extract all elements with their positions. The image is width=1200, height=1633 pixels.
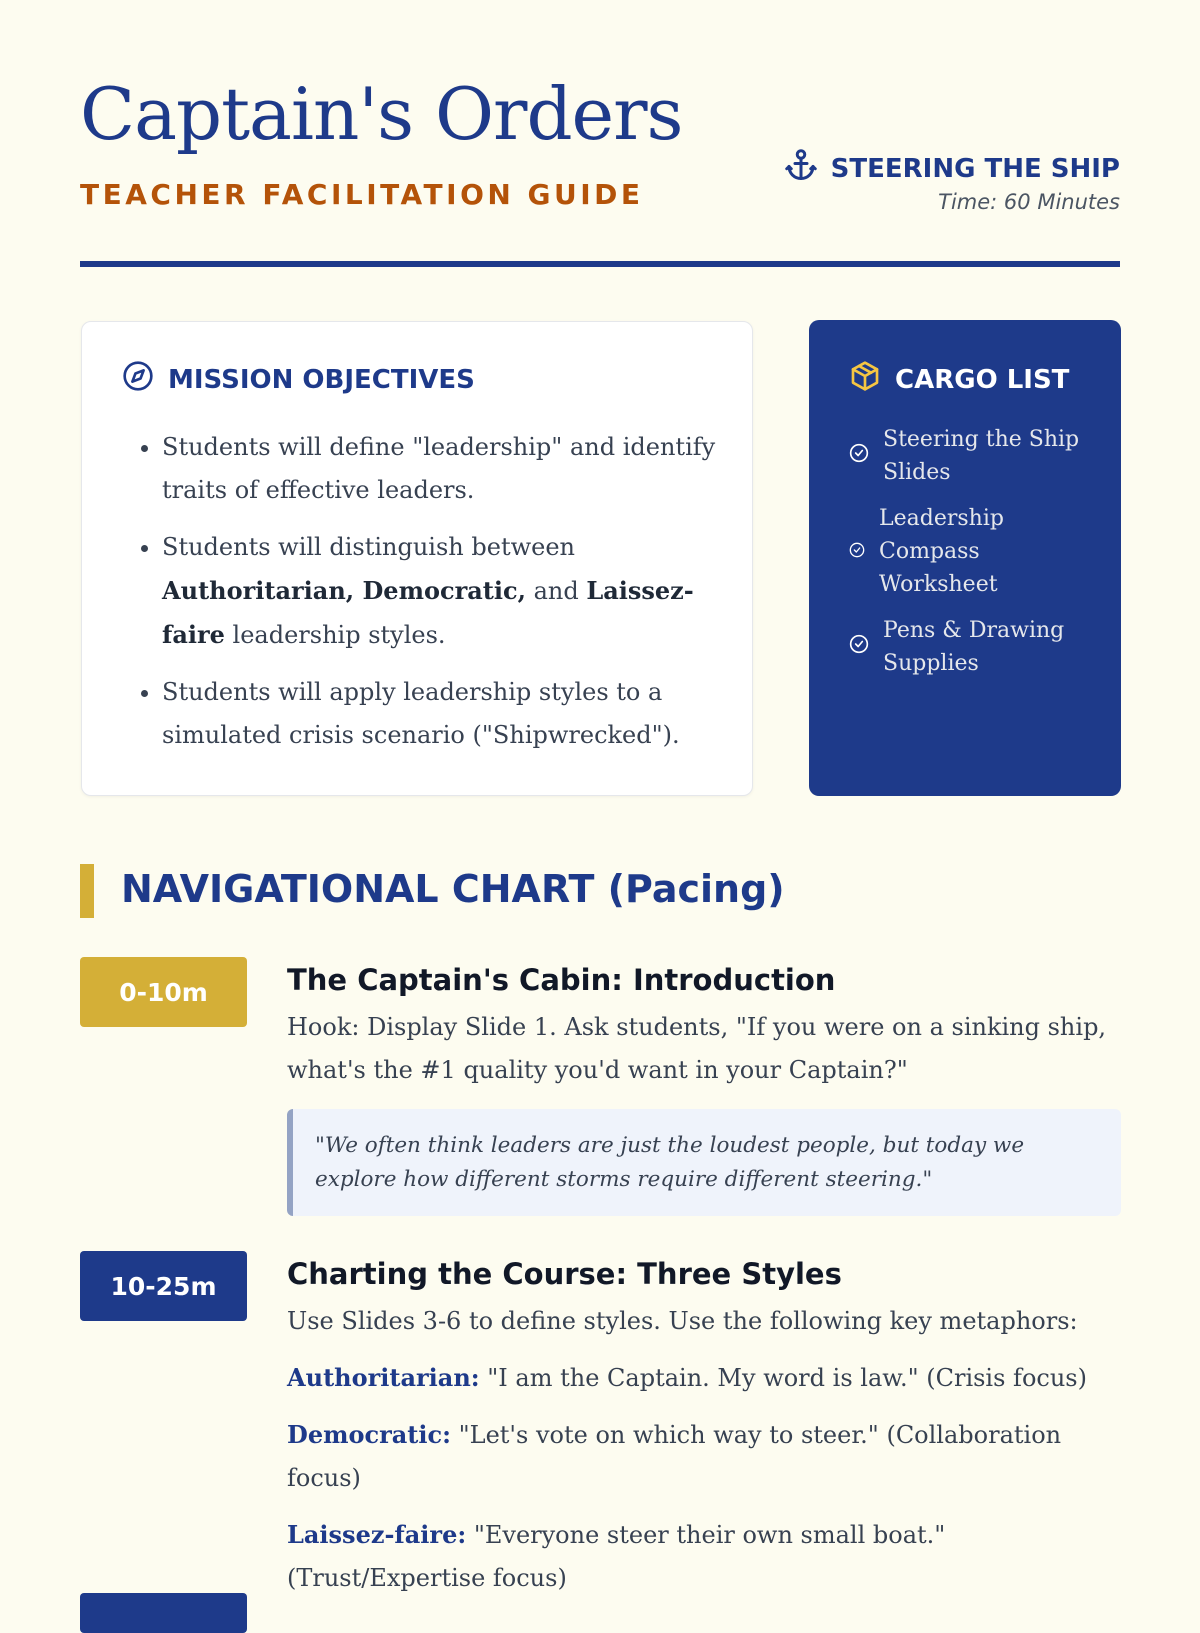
timeline-step <box>287 1252 1121 1600</box>
cargo-list-title: CARGO LIST <box>895 364 1070 395</box>
cargo-list-card <box>809 320 1121 796</box>
header-divider <box>80 261 1120 267</box>
time-badge-next <box>80 1593 247 1633</box>
cargo-item <box>849 614 1089 680</box>
cargo-item <box>849 502 1089 601</box>
cargo-item-label: Pens & Drawing Supplies <box>883 618 1065 676</box>
lesson-topic-label: STEERING THE SHIP <box>830 153 1120 184</box>
mission-objectives-title: MISSION OBJECTIVES <box>168 364 475 395</box>
cargo-item <box>849 423 1089 489</box>
style-metaphor-name: Authoritarian: <box>287 1363 480 1392</box>
package-icon <box>849 360 881 399</box>
step-title: Charting the Course: Three Styles <box>287 1257 842 1291</box>
mission-objectives-card <box>81 321 753 796</box>
compass-icon <box>122 360 154 399</box>
style-names: Authoritarian, Democratic, <box>162 576 526 605</box>
style-metaphor-name: Democratic: <box>287 1420 451 1449</box>
timeline-step <box>287 958 1121 1216</box>
objective-item: • Students will distinguish between Authoritarian, Democratic, and Laissez-faire leadership styles. <box>162 526 752 657</box>
time-badge: 0-10m <box>80 957 247 1027</box>
page-subtitle: TEACHER FACILITATION GUIDE <box>80 178 644 211</box>
style-metaphor: Laissez-faire: "Everyone steer their own small boat." (Trust/Expertise focus) <box>287 1520 946 1592</box>
style-metaphor: Authoritarian: "I am the Captain. My word is law." (Crisis focus) <box>287 1363 1087 1392</box>
mission-objectives-header <box>122 360 475 399</box>
teacher-script-quote: "We often think leaders are just the loudest people, but today we explore how different storms require different steering." <box>287 1109 1121 1216</box>
step-description: Hook: Display Slide 1. Ask students, "If you were on a sinking ship, what's the #1 quality you'd want in your Captain?" <box>287 1013 1107 1084</box>
page-title: Captain's Orders <box>80 72 683 156</box>
lesson-duration: Time: 60 Minutes <box>938 190 1120 214</box>
objectives-list <box>122 426 752 771</box>
anchor-icon <box>783 146 819 191</box>
style-metaphor-name: Laissez-faire: <box>287 1520 467 1549</box>
cargo-item-label: Leadership Compass Worksheet <box>879 506 1004 597</box>
step-description: Use Slides 3-6 to define styles. Use the following key metaphors: <box>287 1307 1078 1335</box>
style-name: Laissez-faire <box>162 576 694 649</box>
time-badge: 10-25m <box>80 1251 247 1321</box>
check-circle-icon <box>849 631 869 664</box>
section-title: NAVIGATIONAL CHART (Pacing) <box>121 867 785 911</box>
check-circle-icon <box>849 535 865 568</box>
cargo-list-header <box>849 360 1069 399</box>
check-circle-icon <box>849 440 869 473</box>
section-accent-bar <box>80 864 94 918</box>
step-title: The Captain's Cabin: Introduction <box>287 963 836 997</box>
cargo-item-label: Steering the Ship Slides <box>883 427 1080 485</box>
cargo-items <box>849 423 1089 693</box>
style-metaphor: Democratic: "Let's vote on which way to steer." (Collaboration focus) <box>287 1420 1062 1492</box>
lesson-topic <box>783 146 1120 191</box>
objective-item: • Students will apply leadership styles to a simulated crisis scenario ("Shipwrecked"). <box>162 671 752 757</box>
objective-item: • Students will define "leadership" and identify traits of effective leaders. <box>162 426 752 512</box>
